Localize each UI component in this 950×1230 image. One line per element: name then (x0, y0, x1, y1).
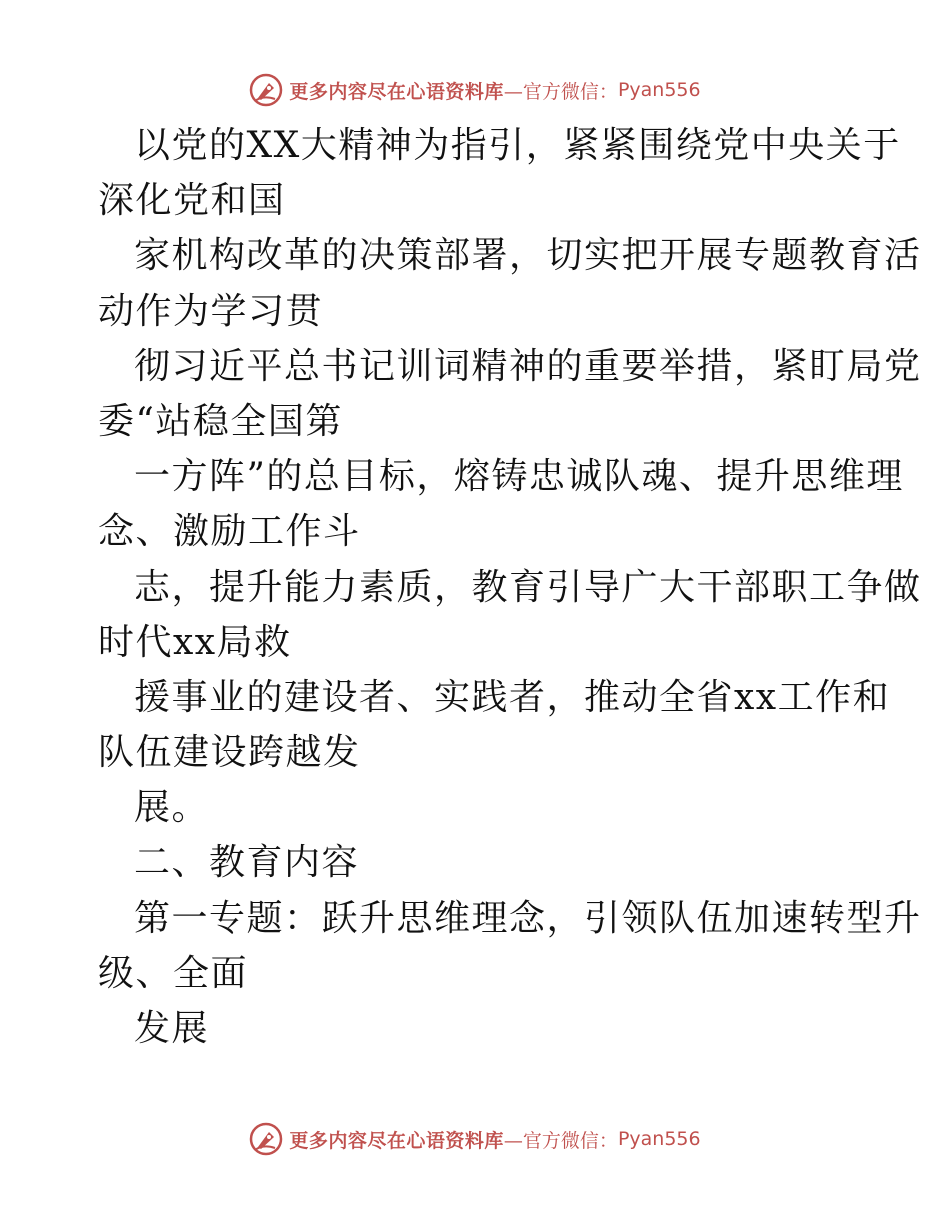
text-line: 队伍建设跨越发 (98, 732, 361, 774)
header-wechat-id: Pyan556 (617, 79, 701, 101)
footer-site-text: 更多内容尽在心语资料库 (289, 1129, 504, 1152)
header-site-text: 更多内容尽在心语资料库 (289, 80, 504, 103)
header-watermark (0, 70, 950, 110)
text-line: 时代xx局救 (98, 621, 292, 663)
text-line: 第一专题：跃升思维理念，引领队伍加速转型升 (134, 897, 922, 939)
text-line: 以党的XX大精神为指引，紧紧围绕党中央关于 (134, 125, 901, 166)
header-separator: —官方微信： (503, 80, 618, 103)
text-line: 志，提升能力素质，教育引导广大干部职工争做 (134, 566, 922, 608)
text-line: 家机构改革的决策部署，切实把开展专题教育活 (134, 235, 922, 277)
pen-nib-logo-icon (249, 73, 283, 107)
text-line: 彻习近平总书记训词精神的重要举措，紧盯局党 (134, 345, 922, 387)
text-line: 动作为学习贯 (98, 290, 324, 332)
footer-watermark (0, 1119, 950, 1159)
footer-separator: —官方微信： (503, 1129, 618, 1152)
text-line: 一方阵”的总目标，熔铸忠诚队魂、提升思维理 (134, 456, 904, 498)
text-line: 委“站稳全国第 (98, 400, 343, 442)
text-line: 援事业的建设者、实践者，推动全省xx工作和 (134, 676, 891, 718)
pen-nib-logo-icon (249, 1122, 283, 1156)
text-line: 深化党和国 (98, 180, 286, 222)
text-line: 念、激励工作斗 (98, 511, 361, 553)
text-line: 展。 (134, 787, 210, 829)
footer-wechat-id: Pyan556 (617, 1128, 701, 1150)
text-line: 发展 (134, 1008, 210, 1049)
document-body (98, 118, 922, 1056)
section-heading: 二、教育内容 (134, 842, 360, 884)
text-line: 级、全面 (98, 952, 249, 994)
